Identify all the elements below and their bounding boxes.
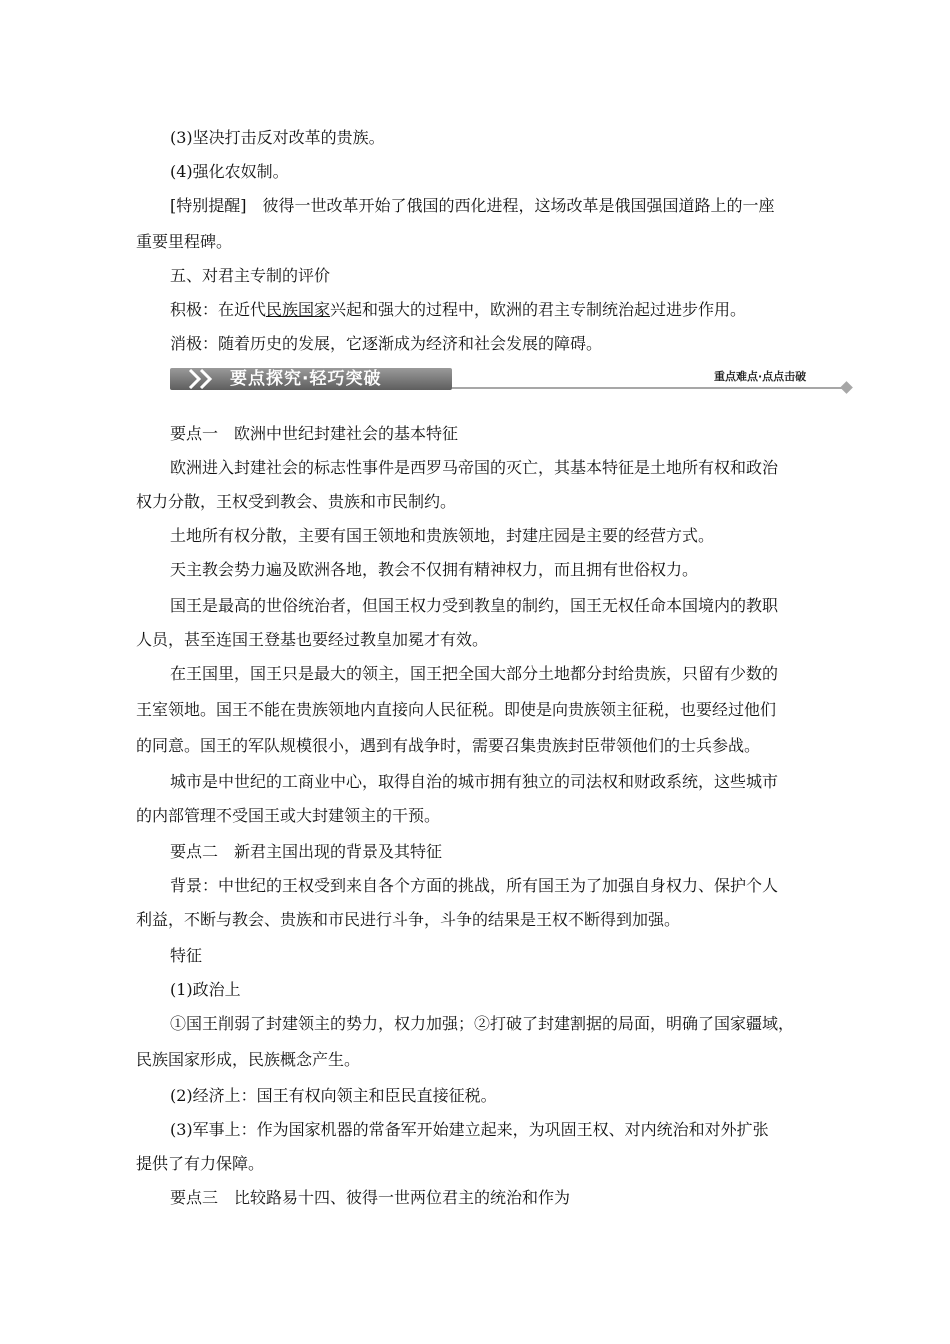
- special-note: [特别提醒] 彼得一世改革开始了俄国的西化进程，这场改革是俄国强国道路上的一座: [170, 196, 775, 215]
- paragraph-line: 欧洲进入封建社会的标志性事件是西罗马帝国的灭亡，其基本特征是土地所有权和政治: [170, 458, 779, 477]
- paragraph-line: (3)军事上：作为国家机器的常备军开始建立起来，为巩固王权、对内统治和对外扩张: [170, 1120, 769, 1139]
- diamond-icon: [840, 381, 853, 394]
- section-banner: [170, 366, 860, 392]
- banner-title: 要点探究·轻巧突破: [230, 369, 382, 389]
- paragraph-line: (1)政治上: [170, 980, 241, 999]
- positive-pre: 积极：在近代: [170, 300, 267, 319]
- negative-evaluation: 消极：随着历史的发展，它逐渐成为经济和社会发展的障碍。: [170, 334, 603, 353]
- nation-state-term: 民族国家: [266, 300, 331, 319]
- paragraph-line: 的内部管理不受国王或大封建领主的干预。: [136, 806, 441, 825]
- paragraph-line: 天主教会势力遍及欧洲各地，教会不仅拥有精神权力，而且拥有世俗权力。: [170, 560, 699, 579]
- paragraph-line: (2)经济上：国王有权向领主和臣民直接征税。: [170, 1086, 497, 1105]
- section-heading-evaluation: 五、对君主专制的评价: [170, 266, 331, 285]
- paragraph-line: 城市是中世纪的工商业中心，取得自治的城市拥有独立的司法权和财政系统，这些城市: [170, 772, 779, 791]
- paragraph-line: 的同意。国王的军队规模很小，遇到有战争时，需要召集贵族封臣带领他们的士兵参战。: [136, 736, 761, 755]
- positive-post: 兴起和强大的过程中，欧洲的君主专制统治起过进步作用。: [330, 300, 747, 319]
- paragraph-line: 利益，不断与教会、贵族和市民进行斗争，斗争的结果是王权不断得到加强。: [136, 910, 681, 929]
- paragraph-line: 王室领地。国王不能在贵族领地内直接向人民征税。即使是向贵族领主征税，也要经过他们: [136, 700, 777, 719]
- paragraph-line: 在王国里，国王只是最大的领主，国王把全国大部分土地都分封给贵族，只留有少数的: [170, 664, 779, 683]
- paragraph-line: 提供了有力保障。: [136, 1154, 265, 1173]
- paragraph-line: 权力分散，王权受到教会、贵族和市民制约。: [136, 492, 457, 511]
- paragraph-line: 民族国家形成，民族概念产生。: [136, 1050, 361, 1069]
- paragraph-line: 人员，甚至连国王登基也要经过教皇加冕才有效。: [136, 630, 489, 649]
- keypoint-3-heading: 要点三 比较路易十四、彼得一世两位君主的统治和作为: [170, 1188, 571, 1207]
- keypoint-1-heading: 要点一 欧洲中世纪封建社会的基本特征: [170, 424, 459, 443]
- paragraph-line: 背景：中世纪的王权受到来自各个方面的挑战，所有国王为了加强自身权力、保护个人: [170, 876, 779, 895]
- keypoint-2-heading: 要点二 新君主国出现的背景及其特征: [170, 842, 443, 861]
- special-note-cont: 重要里程碑。: [136, 232, 233, 251]
- paragraph-line: ①国王削弱了封建领主的势力，权力加强；②打破了封建割据的局面，明确了国家疆域，: [170, 1014, 795, 1033]
- paragraph-line: 国王是最高的世俗统治者，但国王权力受到教皇的制约，国王无权任命本国境内的教职: [170, 596, 779, 615]
- double-chevron-icon: [188, 369, 222, 389]
- paragraph-line: 土地所有权分散，主要有国王领地和贵族领地，封建庄园是主要的经营方式。: [170, 526, 715, 545]
- features-label: 特征: [170, 946, 203, 965]
- banner-rule: [452, 387, 847, 389]
- positive-evaluation: [170, 300, 860, 320]
- line-reform-3: (3)坚决打击反对改革的贵族。: [170, 128, 385, 147]
- banner-subtitle: 重点难点·点点击破: [714, 370, 807, 383]
- line-reform-4: (4)强化农奴制。: [170, 162, 289, 181]
